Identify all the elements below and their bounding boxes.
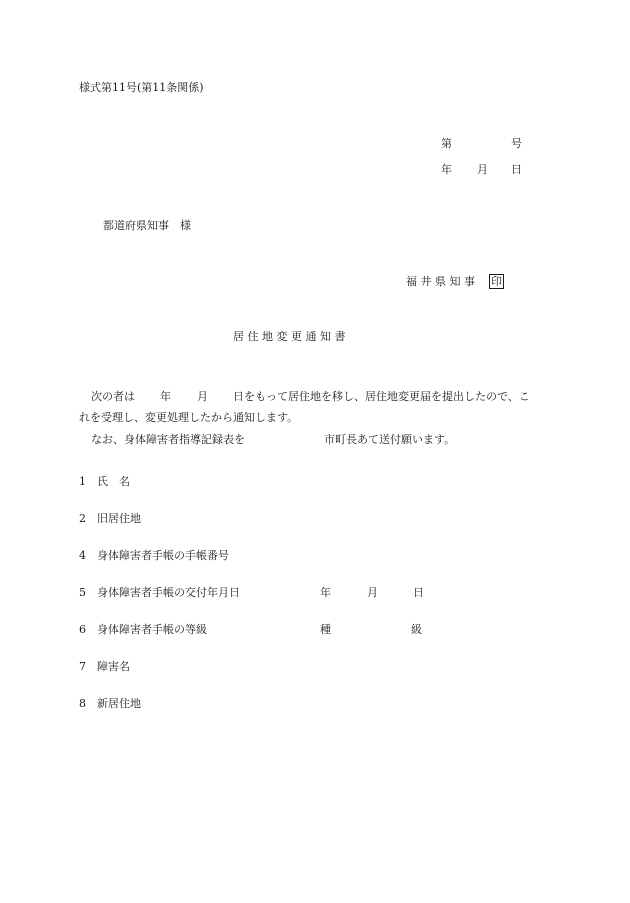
- form-identifier: 様式第11号(第11条関係): [79, 81, 204, 94]
- item-number: 1: [79, 475, 86, 488]
- sender: 福 井 県 知 事: [406, 275, 475, 288]
- item-label-old-address: 旧居住地: [97, 512, 141, 525]
- item-label-name: 氏 名: [97, 475, 130, 488]
- date-year: 年: [441, 163, 452, 176]
- issue-month: 月: [367, 586, 378, 599]
- item-number: 5: [79, 586, 86, 599]
- addressee: 都道府県知事 様: [103, 219, 191, 232]
- body-text-a: 次の者は: [91, 390, 135, 403]
- item-label-issue-date: 身体障害者手帳の交付年月日: [97, 586, 240, 599]
- body-month: 月: [197, 390, 208, 403]
- grade-type: 種: [320, 623, 331, 636]
- item-label-grade: 身体障害者手帳の等級: [97, 623, 207, 636]
- item-number: 4: [79, 549, 86, 562]
- item-number: 6: [79, 623, 86, 636]
- body-text-c: れを受理し、変更処理したから通知します。: [79, 411, 299, 424]
- date-month: 月: [477, 163, 488, 176]
- item-number: 2: [79, 512, 86, 525]
- sender-block: [406, 274, 504, 289]
- item-label-handbook-number: 身体障害者手帳の手帳番号: [97, 549, 229, 562]
- body-text-b: 日をもって居住地を移し、居住地変更届を提出したので、こ: [233, 390, 530, 403]
- date-day: 日: [511, 163, 522, 176]
- document-title: 居 住 地 変 更 通 知 書: [233, 330, 346, 343]
- seal-mark: 印: [491, 275, 502, 288]
- grade-level: 級: [411, 623, 422, 636]
- body-note-a: なお、身体障害者指導記録表を: [91, 433, 245, 446]
- number-prefix: 第: [441, 137, 452, 150]
- body-note-b: 市町長あて送付願います。: [324, 433, 456, 446]
- item-number: 7: [79, 660, 86, 673]
- issue-day: 日: [413, 586, 424, 599]
- body-year: 年: [160, 390, 171, 403]
- item-label-disability-name: 障害名: [97, 660, 130, 673]
- item-number: 8: [79, 697, 86, 710]
- issue-year: 年: [320, 586, 331, 599]
- number-suffix: 号: [511, 137, 522, 150]
- item-label-new-address: 新居住地: [97, 697, 141, 710]
